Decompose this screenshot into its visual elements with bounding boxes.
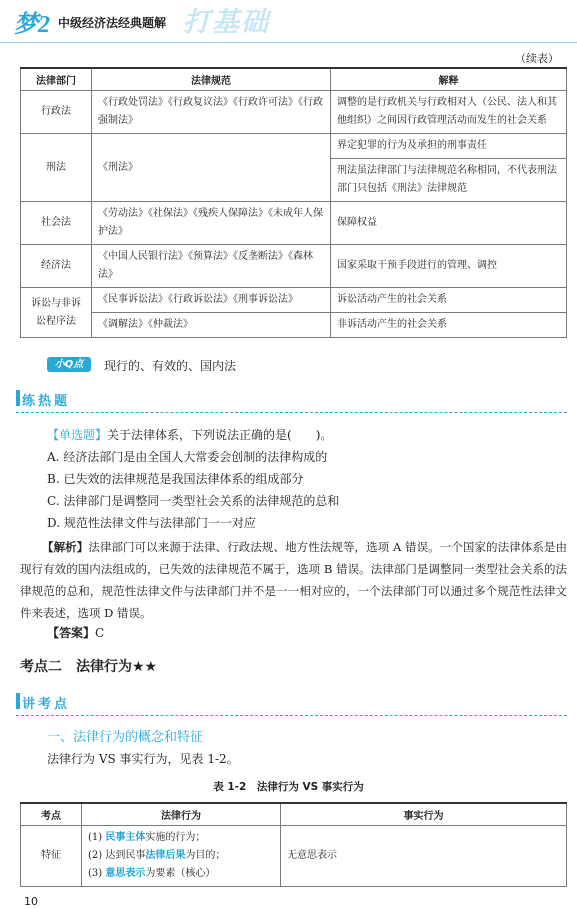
explain-cell: 刑法虽法律部门与法律规范名称相同，不代表刑法部门只包括《刑法》法律规范: [331, 159, 567, 202]
kaodian-title: 考点二 法律行为★★: [20, 659, 158, 675]
section-bar: [16, 390, 20, 406]
table-row: [21, 313, 567, 338]
question-text: 关于法律体系，下列说法正确的是( )。: [107, 428, 333, 442]
star-rating: ★★: [132, 659, 158, 675]
option-d: D. 规范性法律文件与法律部门一一对应: [47, 516, 256, 530]
norms-cell: 《中国人民银行法》《预算法》《反垄断法》《森林法》: [92, 245, 331, 288]
norms-cell: 《调解法》《仲裁法》: [92, 313, 331, 338]
table-row: [21, 202, 567, 245]
tip-badge: 小Q点: [47, 357, 91, 372]
explain-cell: 非诉活动产生的社会关系: [331, 313, 567, 338]
section-bar: [16, 693, 20, 709]
stage-title: 打基础: [183, 7, 270, 38]
dept-cell: 行政法: [21, 91, 92, 134]
body-text: 法律行为 VS 事实行为，见表 1-2。: [47, 752, 239, 766]
norms-cell: 《劳动法》《社保法》《残疾人保障法》《未成年人保护法》: [92, 202, 331, 245]
feature-item: (3) 意思表示为要素（核心）: [88, 868, 216, 879]
table-row: [21, 826, 567, 887]
explain-cell: 保障权益: [331, 202, 567, 245]
question-type: 【单选题】: [47, 428, 108, 442]
tip-text: 现行的、有效的、国内法: [104, 359, 237, 373]
header-divider: [0, 42, 577, 43]
explain-cell: 界定犯罪的行为及承担的刑事责任: [331, 134, 567, 159]
option-b: B. 已失效的法律规范是我国法律体系的组成部分: [47, 472, 304, 486]
table-row: [21, 134, 567, 159]
practice-section-label: 练热题: [22, 394, 71, 409]
lecture-section-label: 讲考点: [22, 697, 71, 712]
answer-label: 【答案】: [47, 626, 96, 640]
norms-cell: 《行政处罚法》《行政复议法》《行政许可法》《行政强制法》: [92, 91, 331, 134]
row-label: 特征: [21, 826, 82, 887]
continued-label: （续表）: [515, 52, 559, 65]
page-number: 10: [24, 895, 38, 908]
explain-cell: 诉讼活动产生的社会关系: [331, 288, 567, 313]
norms-cell: 《刑法》: [92, 134, 331, 202]
law-departments-table: [20, 67, 567, 338]
analysis-paragraph: [20, 536, 567, 624]
table-row: [21, 91, 567, 134]
question-stem: [47, 424, 332, 446]
legal-vs-fact-table: [20, 802, 567, 887]
legal-act-features: [82, 826, 281, 887]
table-row: [21, 245, 567, 288]
analysis-text: 法律部门可以来源于法律、行政法规、地方性法规等，选项 A 错误。一个国家的法律体系是由现行有效的国内法组成的，已失效的法律规范不属于，选项 B 错误。法律部门是调整同一类型社会关系的法律规范的总和，规范性法律文件与法律部门并不是一一相对应的，一个法律部门可以通过多个规范性法律文件来表述，选项 D 错误。: [20, 540, 567, 620]
norms-cell: 《民事诉讼法》《行政诉讼法》《刑事诉讼法》: [92, 288, 331, 313]
subsection-title: 一、法律行为的概念和特征: [47, 730, 204, 745]
section-divider: [16, 715, 567, 717]
section-divider: [16, 412, 567, 414]
brand-mark: 梦2: [14, 12, 50, 38]
dept-cell: 社会法: [21, 202, 92, 245]
feature-item: (1) 民事主体实施的行为；: [88, 832, 206, 843]
dept-cell: 诉讼与非诉讼程序法: [21, 288, 92, 338]
answer-line: [47, 622, 104, 644]
table-header: 法律行为: [82, 803, 281, 826]
answer-value: C: [95, 626, 105, 640]
table-row: [21, 288, 567, 313]
explain-cell: 国家采取干预手段进行的管理、调控: [331, 245, 567, 288]
table-header: 解释: [331, 68, 567, 91]
table-caption: 表 1-2 法律行为 VS 事实行为: [213, 781, 364, 793]
table-header: 事实行为: [281, 803, 567, 826]
analysis-label: 【解析】: [42, 540, 89, 554]
book-title: 中级经济法经典题解: [58, 16, 167, 30]
table-header: 考点: [21, 803, 82, 826]
feature-item: (2) 达到民事法律后果为目的；: [88, 850, 226, 861]
option-a: A. 经济法部门是由全国人大常委会创制的法律构成的: [47, 450, 328, 464]
table-header: 法律部门: [21, 68, 92, 91]
explain-cell: 调整的是行政机关与行政相对人（公民、法人和其他组织）之间因行政管理活动而发生的社会关系: [331, 91, 567, 134]
table-header: 法律规范: [92, 68, 331, 91]
option-c: C. 法律部门是调整同一类型社会关系的法律规范的总和: [47, 494, 340, 508]
fact-act-feature: 无意思表示: [281, 826, 567, 887]
dept-cell: 刑法: [21, 134, 92, 202]
dept-cell: 经济法: [21, 245, 92, 288]
